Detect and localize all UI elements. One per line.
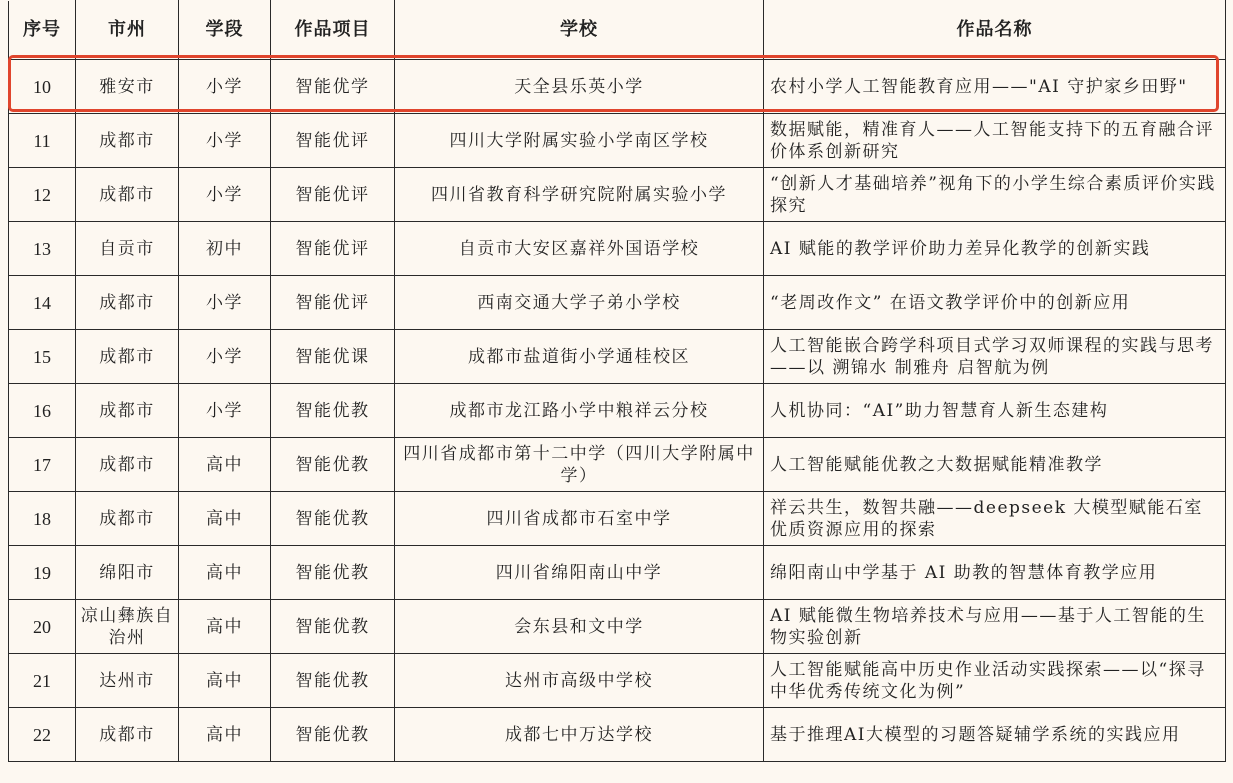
cell-no: 15	[9, 330, 76, 384]
cell-no: 13	[9, 222, 76, 276]
cell-project: 智能优评	[271, 114, 395, 168]
header-title: 作品名称	[764, 1, 1226, 60]
header-project: 作品项目	[271, 1, 395, 60]
table-row	[9, 438, 1226, 492]
cell-city: 成都市	[76, 330, 179, 384]
cell-project: 智能优教	[271, 708, 395, 762]
cell-school: 成都市龙江路小学中粮祥云分校	[395, 384, 764, 438]
header-no: 序号	[9, 1, 76, 60]
cell-school: 会东县和文中学	[395, 600, 764, 654]
awards-table	[8, 0, 1226, 762]
cell-city: 达州市	[76, 654, 179, 708]
cell-title: 人工智能赋能优教之大数据赋能精准教学	[764, 438, 1226, 492]
cell-title: 人机协同：“AI”助力智慧育人新生态建构	[764, 384, 1226, 438]
cell-school: 四川大学附属实验小学南区学校	[395, 114, 764, 168]
cell-title: 农村小学人工智能教育应用——"AI 守护家乡田野"	[764, 60, 1226, 114]
cell-stage: 高中	[179, 492, 271, 546]
cell-project: 智能优评	[271, 222, 395, 276]
cell-project: 智能优评	[271, 168, 395, 222]
cell-city: 成都市	[76, 114, 179, 168]
cell-project: 智能优评	[271, 276, 395, 330]
cell-stage: 小学	[179, 168, 271, 222]
cell-project: 智能优教	[271, 438, 395, 492]
cell-city: 成都市	[76, 384, 179, 438]
cell-stage: 小学	[179, 384, 271, 438]
header-stage: 学段	[179, 1, 271, 60]
cell-title: 祥云共生，数智共融——deepseek 大模型赋能石室优质资源应用的探索	[764, 492, 1226, 546]
cell-stage: 小学	[179, 330, 271, 384]
cell-stage: 高中	[179, 546, 271, 600]
cell-title: 人工智能嵌合跨学科项目式学习双师课程的实践与思考——以 溯锦水 制雅舟 启智航为例	[764, 330, 1226, 384]
table-row	[9, 492, 1226, 546]
cell-school: 达州市高级中学校	[395, 654, 764, 708]
header-city: 市州	[76, 1, 179, 60]
cell-city: 成都市	[76, 708, 179, 762]
cell-title: 基于推理AI大模型的习题答疑辅学系统的实践应用	[764, 708, 1226, 762]
cell-title: “创新人才基础培养”视角下的小学生综合素质评价实践探究	[764, 168, 1226, 222]
cell-stage: 小学	[179, 60, 271, 114]
cell-title: “老周改作文” 在语文教学评价中的创新应用	[764, 276, 1226, 330]
cell-city: 雅安市	[76, 60, 179, 114]
cell-no: 19	[9, 546, 76, 600]
cell-title: AI 赋能微生物培养技术与应用——基于人工智能的生物实验创新	[764, 600, 1226, 654]
cell-school: 自贡市大安区嘉祥外国语学校	[395, 222, 764, 276]
cell-project: 智能优教	[271, 546, 395, 600]
cell-school: 成都市盐道街小学通桂校区	[395, 330, 764, 384]
table-row	[9, 60, 1226, 114]
cell-school: 天全县乐英小学	[395, 60, 764, 114]
table-row	[9, 546, 1226, 600]
cell-no: 10	[9, 60, 76, 114]
table-row	[9, 708, 1226, 762]
cell-school: 成都七中万达学校	[395, 708, 764, 762]
table-row	[9, 654, 1226, 708]
cell-school: 西南交通大学子弟小学校	[395, 276, 764, 330]
cell-project: 智能优课	[271, 330, 395, 384]
cell-city: 绵阳市	[76, 546, 179, 600]
header-row	[9, 1, 1226, 60]
cell-stage: 小学	[179, 276, 271, 330]
cell-school: 四川省成都市第十二中学（四川大学附属中学）	[395, 438, 764, 492]
cell-no: 16	[9, 384, 76, 438]
cell-stage: 高中	[179, 438, 271, 492]
cell-title: 人工智能赋能高中历史作业活动实践探索——以“探寻中华优秀传统文化为例”	[764, 654, 1226, 708]
cell-project: 智能优教	[271, 384, 395, 438]
cell-project: 智能优学	[271, 60, 395, 114]
cell-city: 成都市	[76, 492, 179, 546]
cell-project: 智能优教	[271, 654, 395, 708]
cell-no: 14	[9, 276, 76, 330]
cell-city: 成都市	[76, 276, 179, 330]
cell-stage: 初中	[179, 222, 271, 276]
cell-city: 成都市	[76, 438, 179, 492]
cell-city: 凉山彝族自治州	[76, 600, 179, 654]
cell-title: 数据赋能，精准育人——人工智能支持下的五育融合评价体系创新研究	[764, 114, 1226, 168]
cell-school: 四川省教育科学研究院附属实验小学	[395, 168, 764, 222]
cell-stage: 高中	[179, 600, 271, 654]
cell-title: 绵阳南山中学基于 AI 助教的智慧体育教学应用	[764, 546, 1226, 600]
cell-no: 12	[9, 168, 76, 222]
cell-project: 智能优教	[271, 600, 395, 654]
cell-no: 11	[9, 114, 76, 168]
cell-city: 成都市	[76, 168, 179, 222]
table-row	[9, 222, 1226, 276]
table-row	[9, 384, 1226, 438]
cell-title: AI 赋能的教学评价助力差异化教学的创新实践	[764, 222, 1226, 276]
cell-stage: 高中	[179, 654, 271, 708]
cell-city: 自贡市	[76, 222, 179, 276]
cell-no: 21	[9, 654, 76, 708]
table-row	[9, 276, 1226, 330]
cell-school: 四川省成都市石室中学	[395, 492, 764, 546]
table-row	[9, 168, 1226, 222]
header-school: 学校	[395, 1, 764, 60]
cell-project: 智能优教	[271, 492, 395, 546]
cell-school: 四川省绵阳南山中学	[395, 546, 764, 600]
cell-no: 20	[9, 600, 76, 654]
cell-no: 18	[9, 492, 76, 546]
cell-no: 22	[9, 708, 76, 762]
cell-no: 17	[9, 438, 76, 492]
table-row	[9, 600, 1226, 654]
cell-stage: 高中	[179, 708, 271, 762]
table-row	[9, 330, 1226, 384]
cell-stage: 小学	[179, 114, 271, 168]
table-row	[9, 114, 1226, 168]
